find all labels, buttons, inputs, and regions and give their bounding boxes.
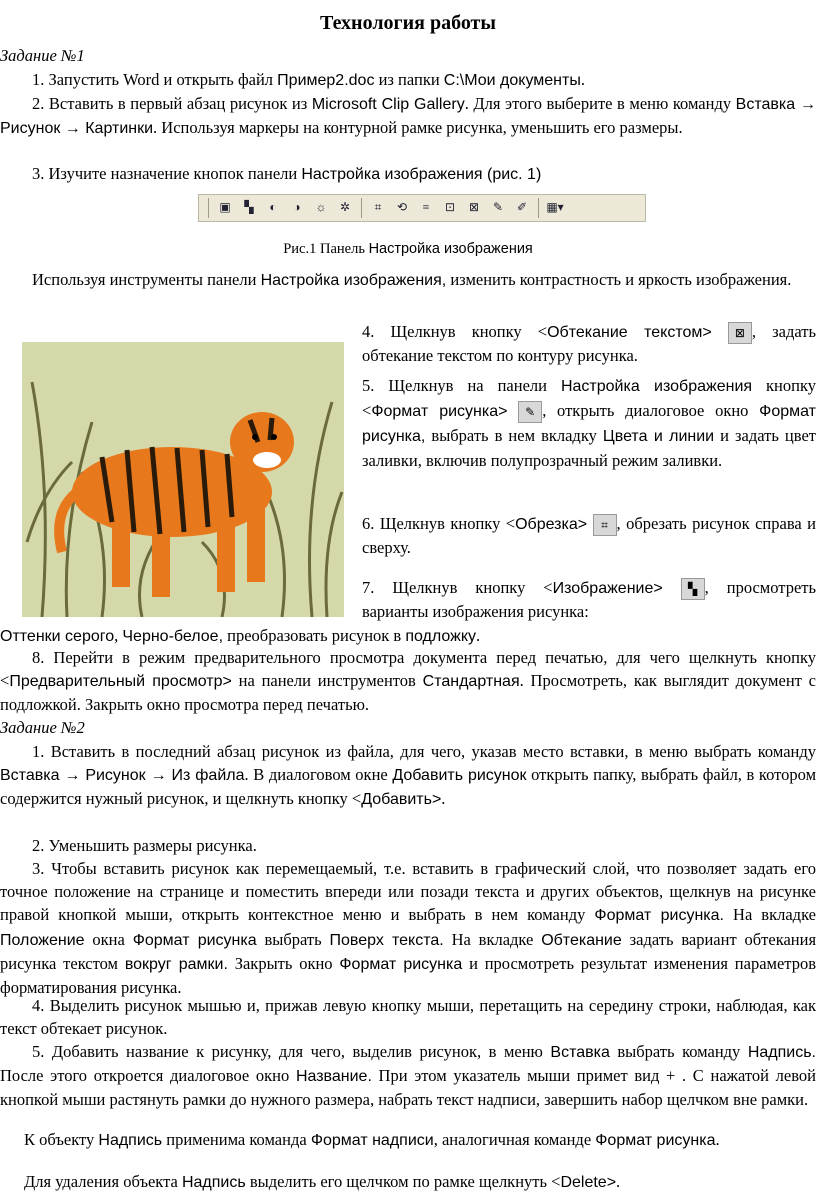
crop-icon[interactable]: ⌗ [374,200,382,215]
task1-step-4: 4. Щелкнув кнопку <Обтекание текстом> ⊠ , задать обтекание текстом по контуру рисунка. [362,322,816,366]
task1-step-5: 5. Щелкнув на панели Настройка изображения кнопку <Формат рисунка> ✎ , открыть диалоговое окно Формат рисунка, выбрать в нем вкладку Цвета и линии и задать цвет заливки, включив полупрозрачный режим заливки. [362,376,816,470]
set-transparent-color-icon[interactable]: ✐ [516,200,528,215]
task1-intro-paragraph: Используя инструменты панели Настройка изображения, изменить контрастность и яркость изображения. [32,270,792,289]
task2-step-1: 1. Вставить в последний абзац рисунок из файла, для чего, указав место вставки, в меню выбрать команду Вставка → Рисунок → Из файла. В диалоговом окне Добавить рисунок открыть папку, выбрать файл, в котором содержится нужный рисунок, и щелкнуть кнопку <Добавить>. [0,742,816,809]
task2-step-5: 5. Добавить название к рисунку, для чего, выделив рисунок, в меню Вставка выбрать команду Надпись. После этого откроется диалоговое окно Название. При этом указатель мыши примет вид + . С нажатой левой кнопкой мыши растянуть рамки до нужного размера, набрать текст надписи, завершить набор щелчком вне рамки. [0,1042,816,1110]
task1-step-3: 3. Изучите назначение кнопок панели Настройка изображения (рис. 1) [32,164,542,183]
task2-step-4: 4. Выделить рисунок мышью и, прижав левую кнопку мыши, перетащить на середину строки, наблюдая, как текст обтекает рисунок. [0,996,816,1039]
figure-caption: Рис.1 Панель Настройка изображения [283,241,533,257]
compress-icon[interactable]: ⊡ [444,200,456,215]
text-wrapping-button-icon: ⊠ [728,322,752,344]
page-title: Технология работы [320,12,496,34]
picture-toolbar [198,194,646,222]
insert-picture-icon[interactable]: ▣ [219,200,231,215]
task2-paragraph-format: К объекту Надпись применима команда Формат надписи, аналогичная команде Формат рисунка. [24,1130,720,1149]
image-color-button-icon: ▚ [681,578,705,600]
image-color-icon[interactable]: ▚ [244,200,254,215]
less-contrast-icon[interactable]: ◑ [293,200,301,215]
task2-heading: Задание №2 [0,718,85,737]
task1-step-1: 1. Запустить Word и открыть файл Пример2.doc из папки C:\Мои документы. [32,70,585,89]
task1-step-7-start: 7. Щелкнув кнопку <Изображение> ▚ , просмотреть варианты изображения рисунка: [362,578,816,622]
task1-step-7-end: Оттенки серого, Черно-белое, преобразовать рисунок в подложку. [0,626,481,645]
format-picture-button-icon: ✎ [518,401,542,423]
task1-step-6: 6. Щелкнув кнопку <Обрезка> ⌗ , обрезать рисунок справа и сверху. [362,514,816,558]
task1-heading: Задание №1 [0,46,85,65]
tiger-picture [22,342,344,617]
format-picture-icon[interactable]: ✎ [492,200,504,215]
task1-step-2: 2. Вставить в первый абзац рисунок из Microsoft Clip Gallery. Для этого выберите в меню команду Вставка → Рисунок → Картинки. Используя маркеры на контурной рамке рисунка, уменьшить его размеры. [0,94,816,138]
task2-step-2: 2. Уменьшить размеры рисунка. [32,836,257,855]
rotate-icon[interactable]: ⟲ [396,200,408,215]
less-brightness-icon[interactable]: ✲ [339,200,351,215]
reset-picture-icon[interactable]: ▦▾ [546,200,564,215]
crop-button-icon: ⌗ [593,514,617,536]
task2-paragraph-delete: Для удаления объекта Надпись выделить его щелчком по рамке щелкнуть <Delete>. [24,1172,621,1191]
more-brightness-icon[interactable]: ☼ [315,200,327,215]
text-wrapping-icon[interactable]: ⊠ [468,200,480,215]
task1-step-8: 8. Перейти в режим предварительного просмотра документа перед печатью, для чего щелкнуть кнопку <Предварительный просмотр> на панели инструментов Стандартная. Просмотреть, как выглядит документ с подложкой. Закрыть окно просмотра перед печатью. [0,648,816,715]
task2-step-3: 3. Чтобы вставить рисунок как перемещаемый, т.е. вставить в графический слой, что позволяет задать его точное положение на странице и поместить впереди или позади текста и других объектов, щелкнув на рисунке правой кнопкой мыши, открыть контекстное меню и выбрать в нем команду Формат рисунка. На вкладке Положение окна Формат рисунка выбрать Поверх текста. На вкладке Обтекание задать вариант обтекания рисунка текстом вокруг рамки. Закрыть окно Формат рисунка и просмотреть результат изменения параметров форматирования рисунка. [0,859,816,998]
more-contrast-icon[interactable]: ◐ [269,200,277,215]
line-style-icon[interactable]: ≡ [422,200,430,215]
